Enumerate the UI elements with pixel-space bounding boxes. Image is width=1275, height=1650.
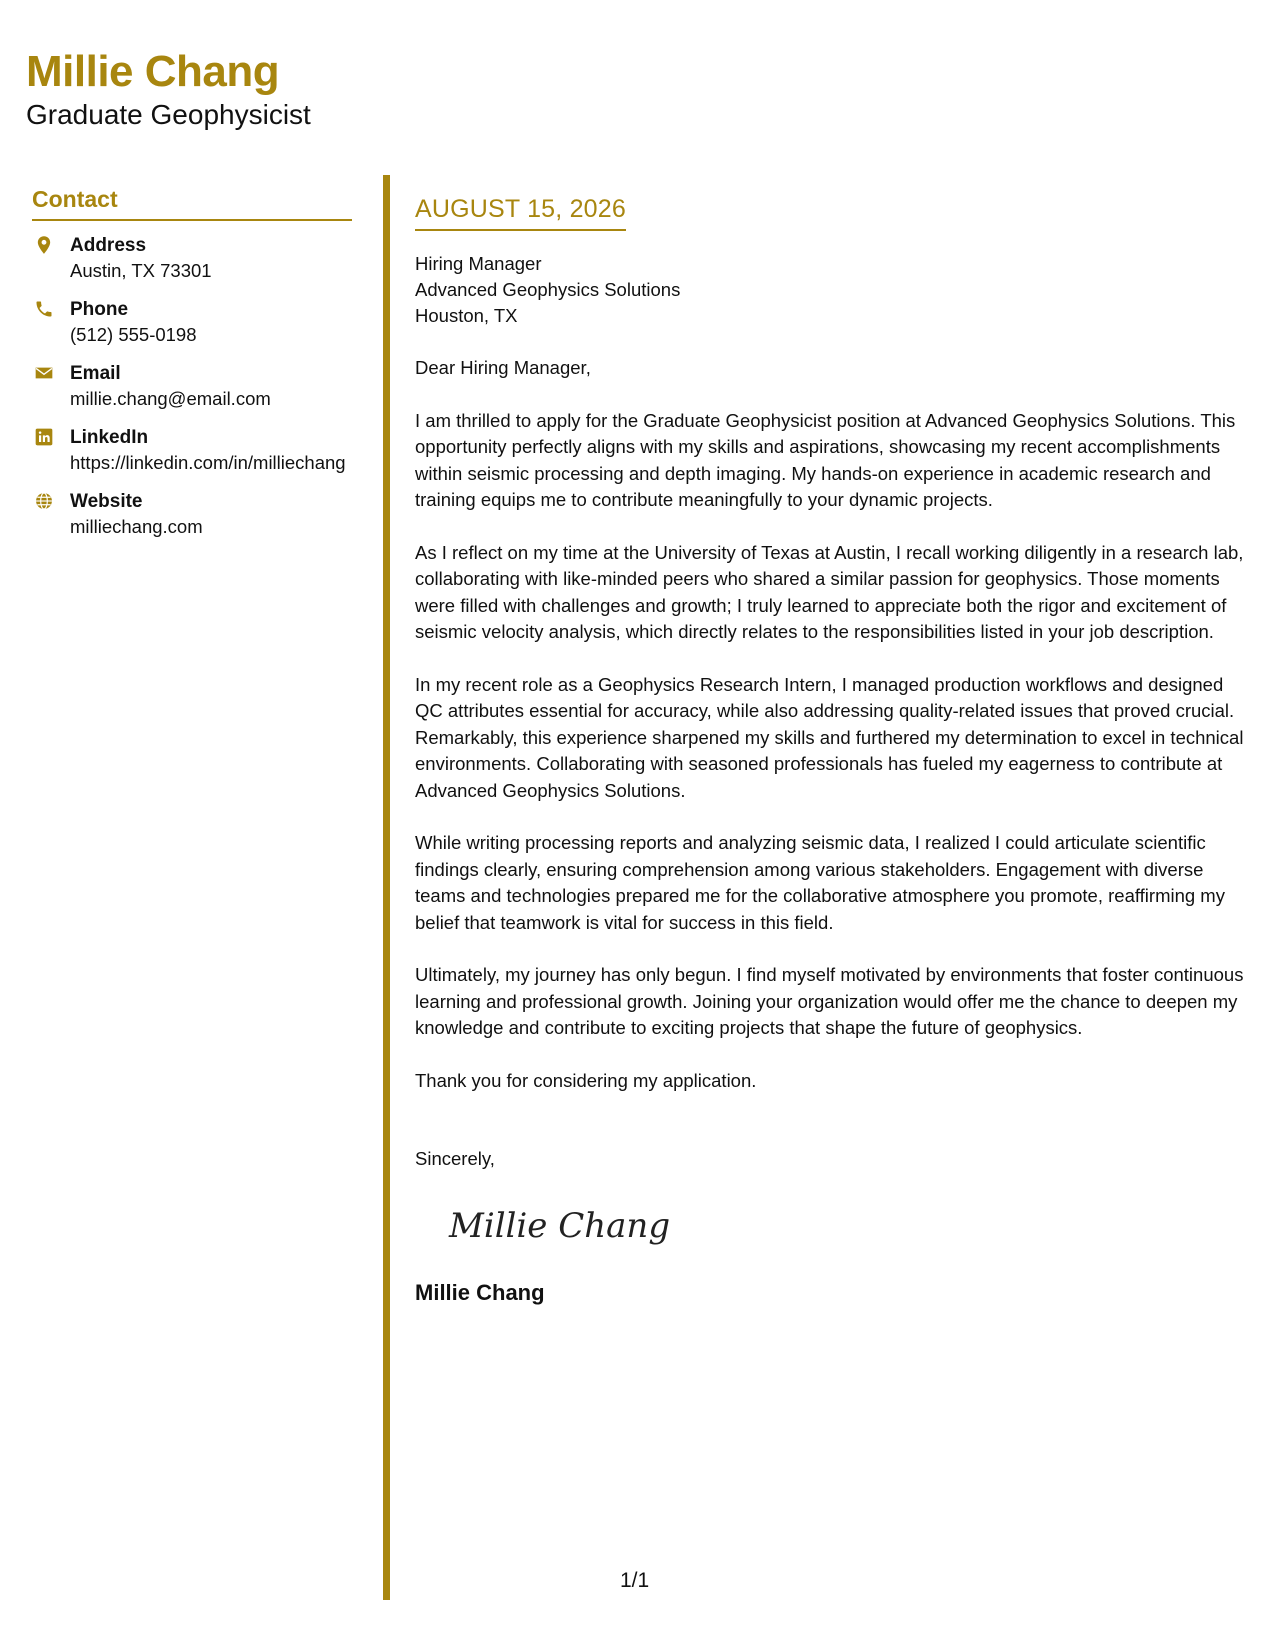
letter-paragraph: In my recent role as a Geophysics Research Intern, I managed production workflows and designed QC attributes essential for accuracy, while also addressing quality-related issues that proved crucial. Remarkably, this experience sharpened my skills and furthered my determination to excel in technical environments. Collaborating with seasoned professionals has fueled my eagerness to contribute at Advanced Geophysics Solutions. [415,673,1244,801]
contact-label: LinkedIn [70,427,149,448]
contact-phone [32,297,352,347]
letter-paragraph: Thank you for considering my application. [415,1069,757,1091]
recipient-line: Advanced Geophysics Solutions [415,279,681,300]
recipient-block [415,251,1255,329]
contact-label: Email [70,363,121,384]
contact-value: (512) 555-0198 [70,324,197,345]
contact-label: Website [70,491,143,512]
contact-address [32,233,352,283]
globe-icon [34,491,54,511]
job-title: Graduate Geophysicist [26,99,311,130]
letter-paragraph: Ultimately, my journey has only begun. I find myself motivated by environments that foster continuous learning and professional growth. Joining your organization would offer me the chance to deepen my knowledge and contribute to exciting projects that shape the future of geophysics. [415,964,1244,1038]
signer-name: Millie Chang [415,1280,545,1305]
phone-icon [34,299,54,319]
svg-text:Millie Chang: Millie Chang [449,1205,671,1246]
map-pin-icon [34,235,54,255]
contact-value: Austin, TX 73301 [70,260,212,281]
envelope-icon [34,363,54,383]
contact-value: https://linkedin.com/in/milliechang [70,452,346,473]
letter-paragraph: As I reflect on my time at the University of Texas at Austin, I recall working diligently in a research lab, collaborating with like-minded peers who shared a similar passion for geophysics. Those moments were filled with challenges and growth; I truly learned to appreciate both the rigor and excitement of seismic velocity analysis, which directly relates to the responsibilities listed in your job description. [415,541,1244,642]
linkedin-icon [34,427,54,447]
contact-linkedin [32,425,352,475]
candidate-name: Millie Chang [26,47,280,96]
letter-paragraph: While writing processing reports and analyzing seismic data, I realized I could articulate scientific findings clearly, ensuring comprehension among various stakeholders. Engagement with diverse teams and technologies prepared me for the collaborative atmosphere you promote, reaffirming my belief that teamwork is vital for success in this field. [415,832,1225,933]
contact-sidebar [32,186,352,539]
recipient-line: Hiring Manager [415,253,542,274]
contact-label: Address [70,235,147,256]
contact-value: milliechang.com [70,516,203,537]
closing: Sincerely, [415,1148,495,1169]
salutation: Dear Hiring Manager, [415,357,591,378]
signature-image [445,1195,675,1255]
letter-date: AUGUST 15, 2026 [415,193,626,231]
page-number: 1/1 [620,1569,650,1592]
contact-label: Phone [70,299,129,320]
letter-paragraph: I am thrilled to apply for the Graduate Geophysicist position at Advanced Geophysics Solutions. This opportunity perfectly aligns with my skills and aspirations, showcasing my recent accomplishments within seismic processing and depth imaging. My hands-on experience in academic research and training equips me to contribute meaningfully to your dynamic projects. [415,409,1236,510]
contact-email [32,361,352,411]
vertical-divider [383,175,390,1600]
letter-body [415,193,1255,1307]
contact-website [32,489,352,539]
recipient-line: Houston, TX [415,305,518,326]
contact-heading: Contact [32,186,352,221]
contact-value: millie.chang@email.com [70,388,271,409]
